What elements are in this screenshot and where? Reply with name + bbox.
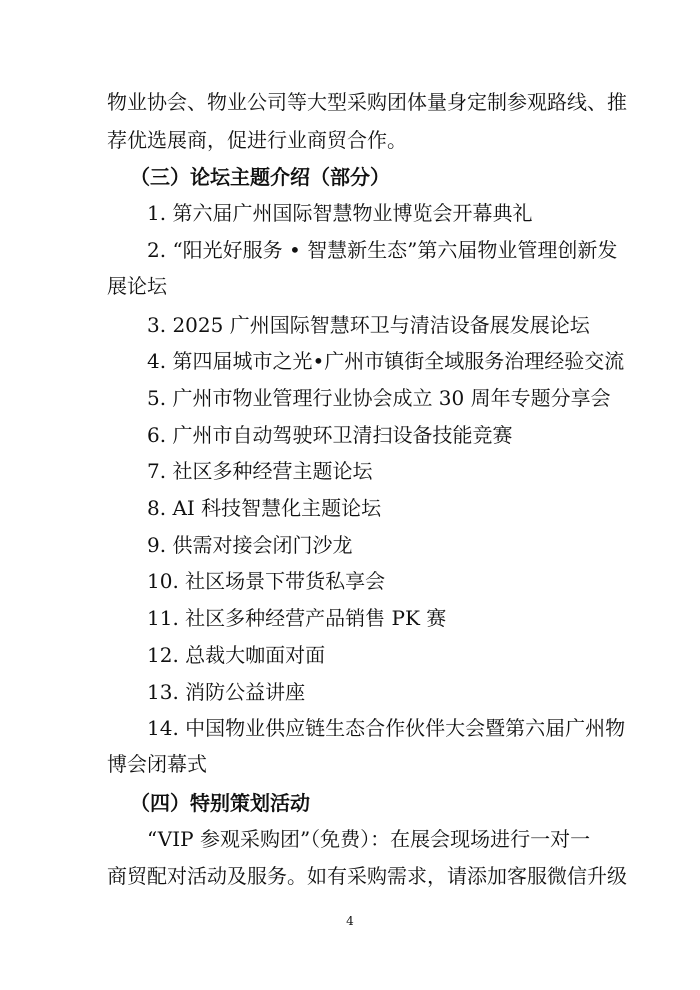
list-item-continuation: 展论坛 xyxy=(107,274,167,298)
page-number: 4 xyxy=(346,914,354,928)
list-item: 10. 社区场景下带货私享会 xyxy=(147,569,386,593)
list-item: 4. 第四届城市之光•广州市镇街全域服务治理经验交流 xyxy=(147,349,625,373)
list-item: 6. 广州市自动驾驶环卫清扫设备技能竞赛 xyxy=(147,423,513,447)
paragraph-line: 商贸配对活动及服务。如有采购需求，请添加客服微信升级 xyxy=(107,864,627,888)
section-heading-special-activities: （四）特别策划活动 xyxy=(130,791,310,815)
paragraph-line: “VIP 参观采购团”（免费）：在展会现场进行一对一 xyxy=(147,827,591,851)
list-item: 11. 社区多种经营产品销售 PK 赛 xyxy=(147,606,447,630)
list-item: 1. 第六届广州国际智慧物业博览会开幕典礼 xyxy=(147,201,533,225)
list-item: 9. 供需对接会闭门沙龙 xyxy=(147,533,353,557)
list-item: 12. 总裁大咖面对面 xyxy=(147,643,326,667)
list-item: 2. “阳光好服务 • 智慧新生态”第六届物业管理创新发 xyxy=(147,238,618,262)
list-item: 5. 广州市物业管理行业协会成立 30 周年专题分享会 xyxy=(147,386,611,410)
paragraph-line: 荐优选展商，促进行业商贸合作。 xyxy=(107,128,407,152)
list-item: 14. 中国物业供应链生态合作伙伴大会暨第六届广州物 xyxy=(147,716,626,740)
list-item-continuation: 博会闭幕式 xyxy=(107,752,207,776)
section-heading-forum-topics: （三）论坛主题介绍（部分） xyxy=(130,165,390,189)
list-item: 13. 消防公益讲座 xyxy=(147,680,306,704)
list-item: 7. 社区多种经营主题论坛 xyxy=(147,459,373,483)
list-item: 3. 2025 广州国际智慧环卫与清洁设备展发展论坛 xyxy=(147,313,590,337)
list-item: 8. AI 科技智慧化主题论坛 xyxy=(147,496,382,520)
paragraph-line: 物业协会、物业公司等大型采购团体量身定制参观路线、推 xyxy=(107,90,627,114)
